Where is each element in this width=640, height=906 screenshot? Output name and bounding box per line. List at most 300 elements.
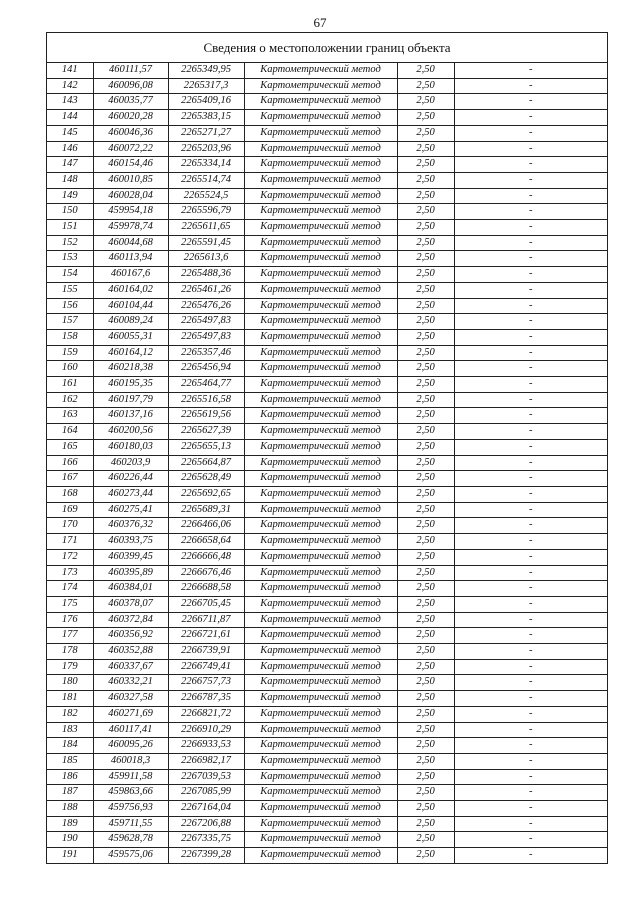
table-row [47,172,607,188]
table-row [47,675,607,691]
description-cell: - [454,204,607,220]
y-coordinate-cell: 2266749,41 [168,659,244,675]
description-cell: - [454,549,607,565]
description-cell: - [454,565,607,581]
method-cell: Картометрический метод [244,628,397,644]
table-row [47,628,607,644]
x-coordinate-cell: 460117,41 [93,722,168,738]
x-coordinate-cell: 459628,78 [93,832,168,848]
x-coordinate-cell: 459756,93 [93,801,168,817]
x-coordinate-cell: 460275,41 [93,502,168,518]
y-coordinate-cell: 2265524,5 [168,188,244,204]
y-coordinate-cell: 2267335,75 [168,832,244,848]
x-coordinate-cell: 460020,28 [93,110,168,126]
description-cell: - [454,314,607,330]
description-cell: - [454,502,607,518]
table-row [47,251,607,267]
description-cell: - [454,439,607,455]
description-cell: - [454,769,607,785]
method-cell: Картометрический метод [244,392,397,408]
x-coordinate-cell: 460384,01 [93,581,168,597]
table-row [47,785,607,801]
description-cell: - [454,581,607,597]
table-row [47,738,607,754]
description-cell: - [454,267,607,283]
description-cell: - [454,377,607,393]
accuracy-cell: 2,50 [397,486,454,502]
description-cell: - [454,157,607,173]
accuracy-cell: 2,50 [397,282,454,298]
description-cell: - [454,801,607,817]
x-coordinate-cell: 460327,58 [93,691,168,707]
x-coordinate-cell: 460167,6 [93,267,168,283]
point-number-cell: 161 [47,377,93,393]
description-cell: - [454,816,607,832]
point-number-cell: 152 [47,235,93,251]
y-coordinate-cell: 2266933,53 [168,738,244,754]
x-coordinate-cell: 459911,58 [93,769,168,785]
y-coordinate-cell: 2266676,46 [168,565,244,581]
table-row [47,361,607,377]
table-row [47,78,607,94]
method-cell: Картометрический метод [244,769,397,785]
accuracy-cell: 2,50 [397,329,454,345]
x-coordinate-cell: 460195,35 [93,377,168,393]
y-coordinate-cell: 2265514,74 [168,172,244,188]
method-cell: Картометрический метод [244,816,397,832]
x-coordinate-cell: 459575,06 [93,848,168,864]
description-cell: - [454,675,607,691]
accuracy-cell: 2,50 [397,769,454,785]
table-row [47,518,607,534]
table-row [47,63,607,78]
method-cell: Картометрический метод [244,361,397,377]
description-cell: - [454,659,607,675]
description-cell: - [454,345,607,361]
point-number-cell: 188 [47,801,93,817]
table-row [47,691,607,707]
y-coordinate-cell: 2267399,28 [168,848,244,864]
method-cell: Картометрический метод [244,675,397,691]
description-cell: - [454,188,607,204]
point-number-cell: 176 [47,612,93,628]
table-row [47,722,607,738]
method-cell: Картометрический метод [244,345,397,361]
y-coordinate-cell: 2266739,91 [168,644,244,660]
x-coordinate-cell: 460010,85 [93,172,168,188]
x-coordinate-cell: 460113,94 [93,251,168,267]
accuracy-cell: 2,50 [397,298,454,314]
y-coordinate-cell: 2265497,83 [168,314,244,330]
accuracy-cell: 2,50 [397,220,454,236]
point-number-cell: 191 [47,848,93,864]
y-coordinate-cell: 2265628,49 [168,471,244,487]
method-cell: Картометрический метод [244,267,397,283]
point-number-cell: 189 [47,816,93,832]
method-cell: Картометрический метод [244,753,397,769]
accuracy-cell: 2,50 [397,691,454,707]
table-row [47,267,607,283]
y-coordinate-cell: 2265334,14 [168,157,244,173]
description-cell: - [454,235,607,251]
y-coordinate-cell: 2265497,83 [168,329,244,345]
y-coordinate-cell: 2267039,53 [168,769,244,785]
table-row [47,125,607,141]
table-row [47,188,607,204]
x-coordinate-cell: 460218,38 [93,361,168,377]
point-number-cell: 178 [47,644,93,660]
x-coordinate-cell: 460226,44 [93,471,168,487]
y-coordinate-cell: 2267164,04 [168,801,244,817]
y-coordinate-cell: 2265689,31 [168,502,244,518]
method-cell: Картометрический метод [244,172,397,188]
accuracy-cell: 2,50 [397,659,454,675]
table-row [47,408,607,424]
x-coordinate-cell: 459978,74 [93,220,168,236]
description-cell: - [454,644,607,660]
point-number-cell: 173 [47,565,93,581]
table-row [47,392,607,408]
point-number-cell: 164 [47,424,93,440]
table-row [47,471,607,487]
x-coordinate-cell: 460399,45 [93,549,168,565]
accuracy-cell: 2,50 [397,345,454,361]
point-number-cell: 169 [47,502,93,518]
point-number-cell: 155 [47,282,93,298]
description-cell: - [454,534,607,550]
accuracy-cell: 2,50 [397,392,454,408]
method-cell: Картометрический метод [244,63,397,78]
accuracy-cell: 2,50 [397,204,454,220]
accuracy-cell: 2,50 [397,832,454,848]
accuracy-cell: 2,50 [397,63,454,78]
y-coordinate-cell: 2265664,87 [168,455,244,471]
y-coordinate-cell: 2266711,87 [168,612,244,628]
accuracy-cell: 2,50 [397,377,454,393]
method-cell: Картометрический метод [244,832,397,848]
y-coordinate-cell: 2266821,72 [168,706,244,722]
description-cell: - [454,361,607,377]
method-cell: Картометрический метод [244,78,397,94]
x-coordinate-cell: 460200,56 [93,424,168,440]
accuracy-cell: 2,50 [397,738,454,754]
x-coordinate-cell: 460164,02 [93,282,168,298]
x-coordinate-cell: 460018,3 [93,753,168,769]
accuracy-cell: 2,50 [397,267,454,283]
page-number: 67 [313,15,327,30]
method-cell: Картометрический метод [244,722,397,738]
y-coordinate-cell: 2266658,64 [168,534,244,550]
point-number-cell: 148 [47,172,93,188]
accuracy-cell: 2,50 [397,502,454,518]
x-coordinate-cell: 460046,36 [93,125,168,141]
accuracy-cell: 2,50 [397,722,454,738]
description-cell: - [454,125,607,141]
accuracy-cell: 2,50 [397,848,454,864]
y-coordinate-cell: 2265476,26 [168,298,244,314]
table-row [47,753,607,769]
table-row [47,235,607,251]
accuracy-cell: 2,50 [397,172,454,188]
accuracy-cell: 2,50 [397,361,454,377]
x-coordinate-cell: 460154,46 [93,157,168,173]
point-number-cell: 159 [47,345,93,361]
accuracy-cell: 2,50 [397,753,454,769]
table-row [47,832,607,848]
point-number-cell: 167 [47,471,93,487]
accuracy-cell: 2,50 [397,518,454,534]
method-cell: Картометрический метод [244,612,397,628]
method-cell: Картометрический метод [244,644,397,660]
table-row [47,282,607,298]
accuracy-cell: 2,50 [397,110,454,126]
x-coordinate-cell: 460372,84 [93,612,168,628]
method-cell: Картометрический метод [244,848,397,864]
point-number-cell: 145 [47,125,93,141]
table-row [47,110,607,126]
x-coordinate-cell: 460137,16 [93,408,168,424]
point-number-cell: 190 [47,832,93,848]
point-number-cell: 153 [47,251,93,267]
accuracy-cell: 2,50 [397,125,454,141]
accuracy-cell: 2,50 [397,157,454,173]
table-row [47,534,607,550]
y-coordinate-cell: 2265383,15 [168,110,244,126]
y-coordinate-cell: 2266757,73 [168,675,244,691]
x-coordinate-cell: 460055,31 [93,329,168,345]
description-cell: - [454,329,607,345]
point-number-cell: 165 [47,439,93,455]
table-row [47,439,607,455]
description-cell: - [454,706,607,722]
boundary-sheet [46,32,608,864]
accuracy-cell: 2,50 [397,94,454,110]
x-coordinate-cell: 460273,44 [93,486,168,502]
x-coordinate-cell: 460180,03 [93,439,168,455]
point-number-cell: 146 [47,141,93,157]
method-cell: Картометрический метод [244,549,397,565]
description-cell: - [454,486,607,502]
method-cell: Картометрический метод [244,188,397,204]
point-number-cell: 163 [47,408,93,424]
table-row [47,659,607,675]
y-coordinate-cell: 2265516,58 [168,392,244,408]
accuracy-cell: 2,50 [397,549,454,565]
y-coordinate-cell: 2265627,39 [168,424,244,440]
accuracy-cell: 2,50 [397,439,454,455]
description-cell: - [454,298,607,314]
point-number-cell: 158 [47,329,93,345]
method-cell: Картометрический метод [244,329,397,345]
accuracy-cell: 2,50 [397,141,454,157]
description-cell: - [454,455,607,471]
description-cell: - [454,722,607,738]
point-number-cell: 172 [47,549,93,565]
accuracy-cell: 2,50 [397,628,454,644]
point-number-cell: 141 [47,63,93,78]
x-coordinate-cell: 460393,75 [93,534,168,550]
y-coordinate-cell: 2265692,65 [168,486,244,502]
y-coordinate-cell: 2265596,79 [168,204,244,220]
point-number-cell: 175 [47,596,93,612]
description-cell: - [454,612,607,628]
table-row [47,769,607,785]
point-number-cell: 162 [47,392,93,408]
point-number-cell: 144 [47,110,93,126]
point-number-cell: 183 [47,722,93,738]
x-coordinate-cell: 460197,79 [93,392,168,408]
x-coordinate-cell: 459863,66 [93,785,168,801]
x-coordinate-cell: 460044,68 [93,235,168,251]
y-coordinate-cell: 2266666,48 [168,549,244,565]
y-coordinate-cell: 2265203,96 [168,141,244,157]
description-cell: - [454,141,607,157]
x-coordinate-cell: 460376,32 [93,518,168,534]
accuracy-cell: 2,50 [397,596,454,612]
point-number-cell: 143 [47,94,93,110]
method-cell: Картометрический метод [244,204,397,220]
x-coordinate-cell: 460104,44 [93,298,168,314]
description-cell: - [454,110,607,126]
method-cell: Картометрический метод [244,518,397,534]
y-coordinate-cell: 2265591,45 [168,235,244,251]
accuracy-cell: 2,50 [397,581,454,597]
description-cell: - [454,424,607,440]
method-cell: Картометрический метод [244,534,397,550]
description-cell: - [454,220,607,236]
y-coordinate-cell: 2265464,77 [168,377,244,393]
description-cell: - [454,78,607,94]
table-row [47,706,607,722]
table-row [47,502,607,518]
table-row [47,455,607,471]
point-number-cell: 154 [47,267,93,283]
method-cell: Картометрический метод [244,298,397,314]
y-coordinate-cell: 2265488,36 [168,267,244,283]
x-coordinate-cell: 460378,07 [93,596,168,612]
table-row [47,377,607,393]
x-coordinate-cell: 460028,04 [93,188,168,204]
description-cell: - [454,518,607,534]
accuracy-cell: 2,50 [397,785,454,801]
coordinates-table-body [47,63,607,863]
point-number-cell: 187 [47,785,93,801]
table-row [47,848,607,864]
point-number-cell: 180 [47,675,93,691]
method-cell: Картометрический метод [244,706,397,722]
accuracy-cell: 2,50 [397,424,454,440]
description-cell: - [454,848,607,864]
accuracy-cell: 2,50 [397,235,454,251]
method-cell: Картометрический метод [244,565,397,581]
point-number-cell: 150 [47,204,93,220]
table-row [47,345,607,361]
x-coordinate-cell: 460096,08 [93,78,168,94]
description-cell: - [454,832,607,848]
description-cell: - [454,785,607,801]
table-row [47,644,607,660]
x-coordinate-cell: 460337,67 [93,659,168,675]
x-coordinate-cell: 460164,12 [93,345,168,361]
point-number-cell: 166 [47,455,93,471]
table-row [47,424,607,440]
section-title: Сведения о местоположении границ объекта [47,33,607,63]
method-cell: Картометрический метод [244,94,397,110]
point-number-cell: 157 [47,314,93,330]
method-cell: Картометрический метод [244,141,397,157]
description-cell: - [454,251,607,267]
y-coordinate-cell: 2266705,45 [168,596,244,612]
method-cell: Картометрический метод [244,738,397,754]
point-number-cell: 182 [47,706,93,722]
method-cell: Картометрический метод [244,110,397,126]
description-cell: - [454,408,607,424]
y-coordinate-cell: 2266982,17 [168,753,244,769]
point-number-cell: 177 [47,628,93,644]
table-row [47,94,607,110]
accuracy-cell: 2,50 [397,801,454,817]
method-cell: Картометрический метод [244,486,397,502]
x-coordinate-cell: 460356,92 [93,628,168,644]
accuracy-cell: 2,50 [397,471,454,487]
x-coordinate-cell: 460352,88 [93,644,168,660]
table-row [47,612,607,628]
method-cell: Картометрический метод [244,502,397,518]
method-cell: Картометрический метод [244,455,397,471]
accuracy-cell: 2,50 [397,644,454,660]
y-coordinate-cell: 2267206,88 [168,816,244,832]
point-number-cell: 184 [47,738,93,754]
y-coordinate-cell: 2266466,06 [168,518,244,534]
y-coordinate-cell: 2265655,13 [168,439,244,455]
method-cell: Картометрический метод [244,251,397,267]
method-cell: Картометрический метод [244,408,397,424]
y-coordinate-cell: 2265456,94 [168,361,244,377]
table-row [47,565,607,581]
description-cell: - [454,282,607,298]
y-coordinate-cell: 2265611,65 [168,220,244,236]
method-cell: Картометрический метод [244,125,397,141]
point-number-cell: 185 [47,753,93,769]
y-coordinate-cell: 2265409,16 [168,94,244,110]
y-coordinate-cell: 2265317,3 [168,78,244,94]
method-cell: Картометрический метод [244,785,397,801]
description-cell: - [454,63,607,78]
method-cell: Картометрический метод [244,282,397,298]
accuracy-cell: 2,50 [397,78,454,94]
method-cell: Картометрический метод [244,581,397,597]
method-cell: Картометрический метод [244,471,397,487]
accuracy-cell: 2,50 [397,314,454,330]
x-coordinate-cell: 460271,69 [93,706,168,722]
accuracy-cell: 2,50 [397,706,454,722]
point-number-cell: 160 [47,361,93,377]
method-cell: Картометрический метод [244,801,397,817]
accuracy-cell: 2,50 [397,251,454,267]
y-coordinate-cell: 2267085,99 [168,785,244,801]
accuracy-cell: 2,50 [397,816,454,832]
table-row [47,486,607,502]
accuracy-cell: 2,50 [397,188,454,204]
y-coordinate-cell: 2265271,27 [168,125,244,141]
point-number-cell: 170 [47,518,93,534]
description-cell: - [454,392,607,408]
table-row [47,141,607,157]
table-row [47,581,607,597]
y-coordinate-cell: 2265619,56 [168,408,244,424]
x-coordinate-cell: 460332,21 [93,675,168,691]
description-cell: - [454,471,607,487]
